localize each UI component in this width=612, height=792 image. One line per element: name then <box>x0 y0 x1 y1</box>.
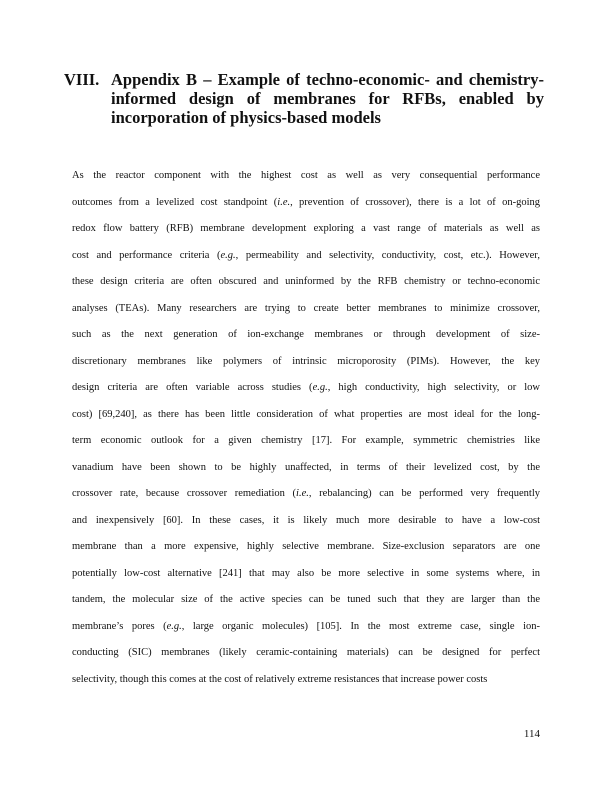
paragraph-line: discretionary membranes like polymers of intrinsic microporosity (PIMs). However, the key <box>72 355 540 367</box>
paragraph-line: conducting (SIC) membranes (likely ceramic-containing materials) can be designed for perfect <box>72 647 540 658</box>
paragraph-line: As the reactor component with the highest cost as well as very consequential performance <box>72 170 540 181</box>
paragraph-line: cost) [69,240], as there has been little consideration of what properties are most ideal for the long- <box>72 408 540 420</box>
paragraph-line: membrane’s pores (e.g., large organic molecules) [105]. In the most extreme case, single ion- <box>72 620 540 632</box>
paragraph-line: vanadium have been shown to be highly unaffected, in terms of their levelized cost, by the <box>72 461 540 473</box>
paragraph-line: cost and performance criteria (e.g., permeability and selectivity, conductivity, cost, etc.). However, <box>72 249 540 261</box>
section-title-line: informed design of membranes for RFBs, enabled by <box>111 89 544 108</box>
paragraph-line: crossover rate, because crossover remediation (i.e., rebalancing) can be performed very frequently <box>72 488 540 499</box>
paragraph-line: analyses (TEAs). Many researchers are trying to create better membranes to minimize crossover, <box>72 302 540 314</box>
paragraph-line: and inexpensively [60]. In these cases, it is likely much more desirable to have a low-cost <box>72 514 540 526</box>
paragraph-line: selectivity, though this comes at the cost of relatively extreme resistances that increase power costs <box>72 673 488 685</box>
paragraph-line: such as the next generation of ion-exchange membranes or through development of size- <box>72 329 540 340</box>
paragraph-line: design criteria are often variable across studies (e.g., high conductivity, high selectivity, or low <box>72 382 540 393</box>
paragraph-line: tandem, the molecular size of the active species can be tuned such that they are larger than the <box>72 594 540 605</box>
section-title <box>111 70 544 127</box>
paragraph-line: term economic outlook for a given chemistry [17]. For example, symmetric chemistries like <box>72 435 540 446</box>
paragraph-line: potentially low-cost alternative [241] that may also be more selective in some systems where, in <box>72 567 540 579</box>
paragraph-line: membrane than a more expensive, highly selective membrane. Size-exclusion separators are one <box>72 541 540 552</box>
section-number: VIII. <box>64 70 100 89</box>
paragraph-line: outcomes from a levelized cost standpoint (i.e., prevention of crossover), there is a lot of on-going <box>72 196 540 208</box>
body-paragraph <box>72 163 540 693</box>
section-heading <box>64 70 544 127</box>
page-number: 114 <box>523 728 540 740</box>
paragraph-line: these design criteria are often obscured and uninformed by the RFB chemistry or techno-economic <box>72 276 540 287</box>
paragraph-line: redox flow battery (RFB) membrane development exploring a vast range of materials as well as <box>72 223 540 234</box>
section-title-line: incorporation of physics-based models <box>111 108 381 127</box>
section-title-line: Appendix B – Example of techno-economic- and chemistry- <box>111 70 544 89</box>
